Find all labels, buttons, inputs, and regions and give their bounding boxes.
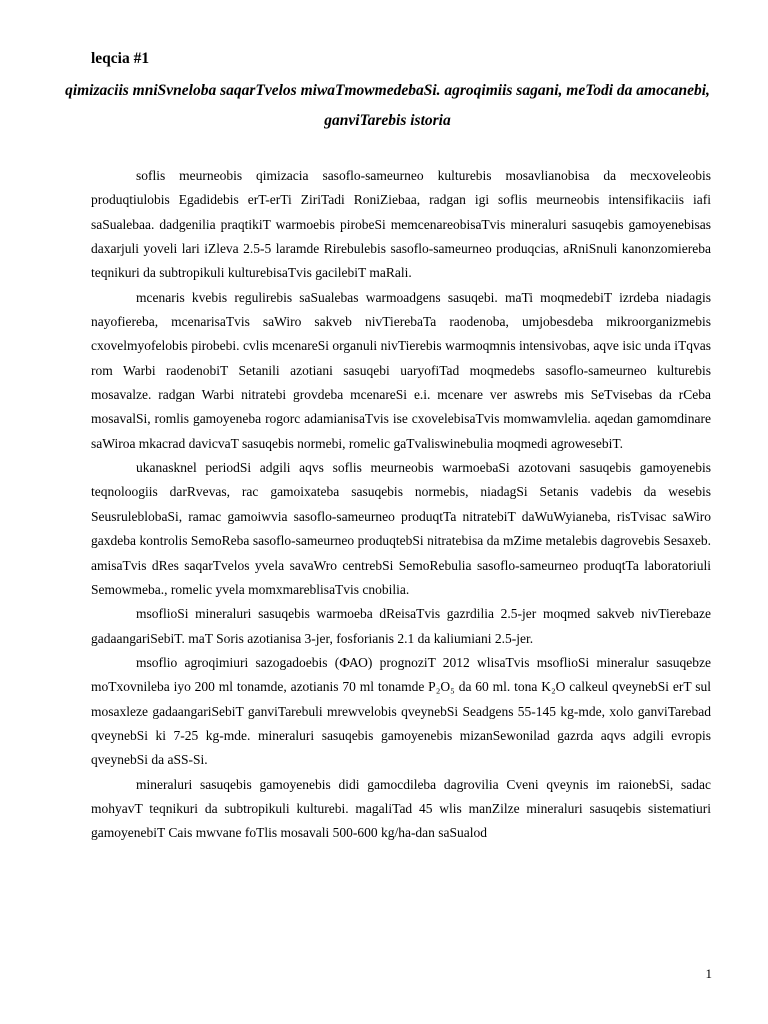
document-title: qimizaciis mniSvneloba saqarTvelos miwaTmowmedebaSi. agroqimiis sagani, meTodi da amocanebi, ganviTarebis istoria [65, 82, 710, 129]
paragraph: mineraluri sasuqebis gamoyenebis didi gamocdileba dagrovilia Cveni qveynis im raionebSi, sadac mohyavT teqnikuri da subtropikuli kulturebi. magaliTad 45 wlis manZilze mineraluri sasuqebis sistematiuri gamoyenebiT Cais mwvane foTlis mosavali 500-600 kg/ha-dan saSualod [91, 776, 711, 841]
paragraph: mcenaris kvebis regulirebis saSualebas warmoadgens sasuqebi. maTi moqmedebiT izrdeba niadagis nayofiereba, mcenarisaTvis saWiro sakveb nivTierebaTa raodenoba, umjobesdeba mikroorganizmebis cxovelmyofelobis pirobebi. cvlis mcenareSi organuli nivTierebis warmoqmnis intensivobas, aqve isic unda iTqvas rom Warbi raodenobiT Setanili azotiani sasuqebi uaryofiTad moqmedebs sasoflo-sameurneo kulturebis mosavalze. radgan Warbi nitratebi grovdeba mcenareSi e.i. mcenare ver aswrebs mis SeTvisebas da rCeba mosavalSi, romlis gamoyeneba rogorc adamianisaTvis ise cxovelebisaTvis momwamvlelia. aqedan gamomdinare saWiroa mkacrad davicvaT sasuqebis normebi, romelic gaTvaliswinebulia moqmedi agrowesebiT. [91, 289, 711, 451]
paragraph: soflis meurneobis qimizacia sasoflo-sameurneo kulturebis mosavlianobisa da mecxoveleobis produqtiulobis Egadidebis erT-erTi ZiriTadi RoniZiebaa, radgan igi soflis meurneobis intensifikaciis iafi saSualebaa. dadgenilia praqtikiT warmoebis pirobeSi memcenareobisaTvis mineraluri sasuqebis gamoyenebisas daxarjuli yoveli lari iZleva 2.5-5 laramde Rirebulebis sasoflo-sameurneo produqcias, aRniSnuli kanonzomiereba teqnikuri da subtropikuli kulturebisaTvis gacilebiT maRali. [91, 168, 711, 281]
paragraph: msoflio agroqimiuri sazogadoebis (ФАО) prognoziT 2012 wlisaTvis msoflioSi mineralur sasuqebze moTxovnileba iyo 200 ml tonamde, azotianis 70 ml tonamde P₂O₅ da 60 ml. tona K₂O calkeul qveynebSi erT sul mosaxleze gadaangariSebiT ganviTarebuli mrewvelobis qveynebSi Seadgens 55-145 kg-mde, xolo ganviTarebad qveynebSi ki 7-25 kg-mde. mineraluri sasuqebis gamoyenebis mizanSewonilad gazrda aqvs adgili evropis qveynebSi da aSS-Si. [91, 654, 711, 768]
document-body [91, 164, 711, 846]
lecture-label: leqcia #1 [91, 50, 150, 67]
paragraph: ukanasknel periodSi adgili aqvs soflis meurneobis warmoebaSi azotovani sasuqebis gamoyenebis teqnoloogiis darRvevas, rac gamoixateba sasuqebis normebis, niadagSi Setanis vadebis da wesebis SeusruleblobaSi, ramac gamoiwvia sasoflo-sameurneo produqtTa nitratebiT daWuWyianeba, risTvisac saWiro gaxdeba kontrolis SemoReba sasoflo-sameurneo produqtebSi nitratebisa da mZime metalebis dagrovebis Sesaxeb. amisaTvis dRes saqarTvelos yvela savaWro centrebSi SemoRebulia sasoflo-sameurneo produqtTa laboratoriuli Semowmeba., romelic yvela momxmareblisaTvis cnobilia. [91, 460, 711, 597]
paragraph: msoflioSi mineraluri sasuqebis warmoeba dReisaTvis gazrdilia 2.5-jer moqmed sakveb nivTierebaze gadaangariSebiT. maT Soris azotianisa 3-jer, fosforianis 2.1 da kaliumiani 2.5-jer. [91, 606, 711, 646]
page-number: 1 [705, 966, 712, 981]
